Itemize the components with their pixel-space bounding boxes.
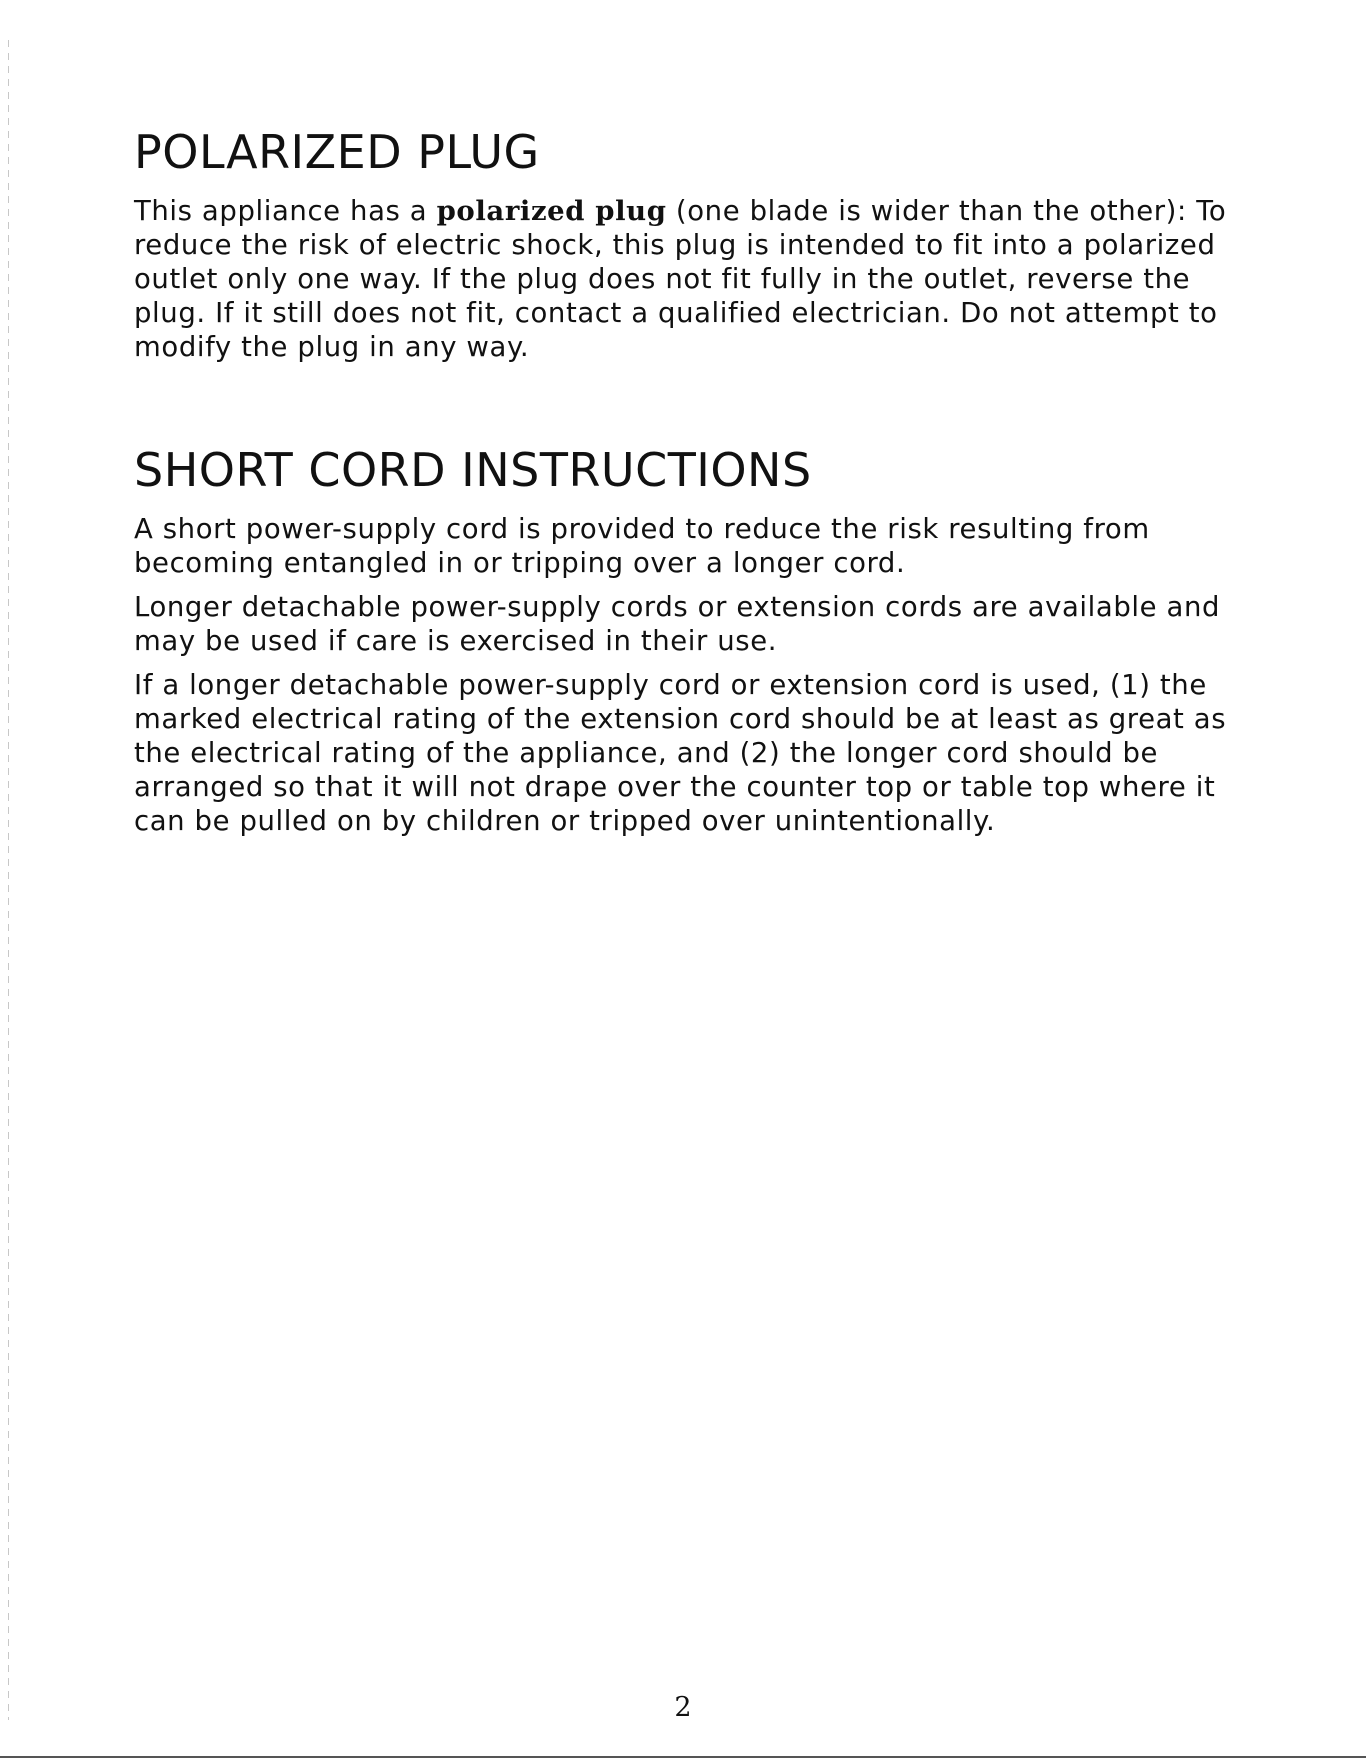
polarized-plug-section (134, 124, 1244, 364)
polarized-plug-bold-term: polarized plug (436, 195, 667, 227)
polarized-plug-heading: POLARIZED PLUG (134, 125, 540, 179)
short-cord-heading: SHORT CORD INSTRUCTIONS (134, 443, 812, 497)
scan-edge-artifact (8, 40, 9, 1720)
short-cord-paragraph-3: If a longer detachable power-supply cord or extension cord is used, (1) the marked electrical rating of the extension cord should be at least as great as the electrical rating of the appliance, and (2) the longer cord should be arranged so that it will not drape over the counter top or table top where it can be pulled on by children or tripped over unintentionally. (134, 669, 1227, 837)
polarized-plug-text-after: (one blade is wider than the other): To reduce the risk of electric shock, this plug is intended to fit into a polarized outlet only one way. If the plug does not fit fully in the outlet, reverse the plug. If it still does not fit, contact a qualified electrician. Do not attempt to modify the plug in any way. (134, 195, 1227, 363)
polarized-plug-paragraph (134, 194, 1244, 364)
polarized-plug-text-before: This appliance has a (134, 195, 437, 227)
page-number: 2 (674, 1692, 692, 1723)
page-bottom-border (0, 1756, 1366, 1758)
short-cord-section (134, 442, 1244, 838)
short-cord-paragraph-2: Longer detachable power-supply cords or extension cords are available and may be used if care is exercised in their use. (134, 591, 1221, 657)
page-content (134, 124, 1244, 838)
short-cord-paragraph-1: A short power-supply cord is provided to reduce the risk resulting from becoming entangled in or tripping over a longer cord. (134, 513, 1150, 579)
